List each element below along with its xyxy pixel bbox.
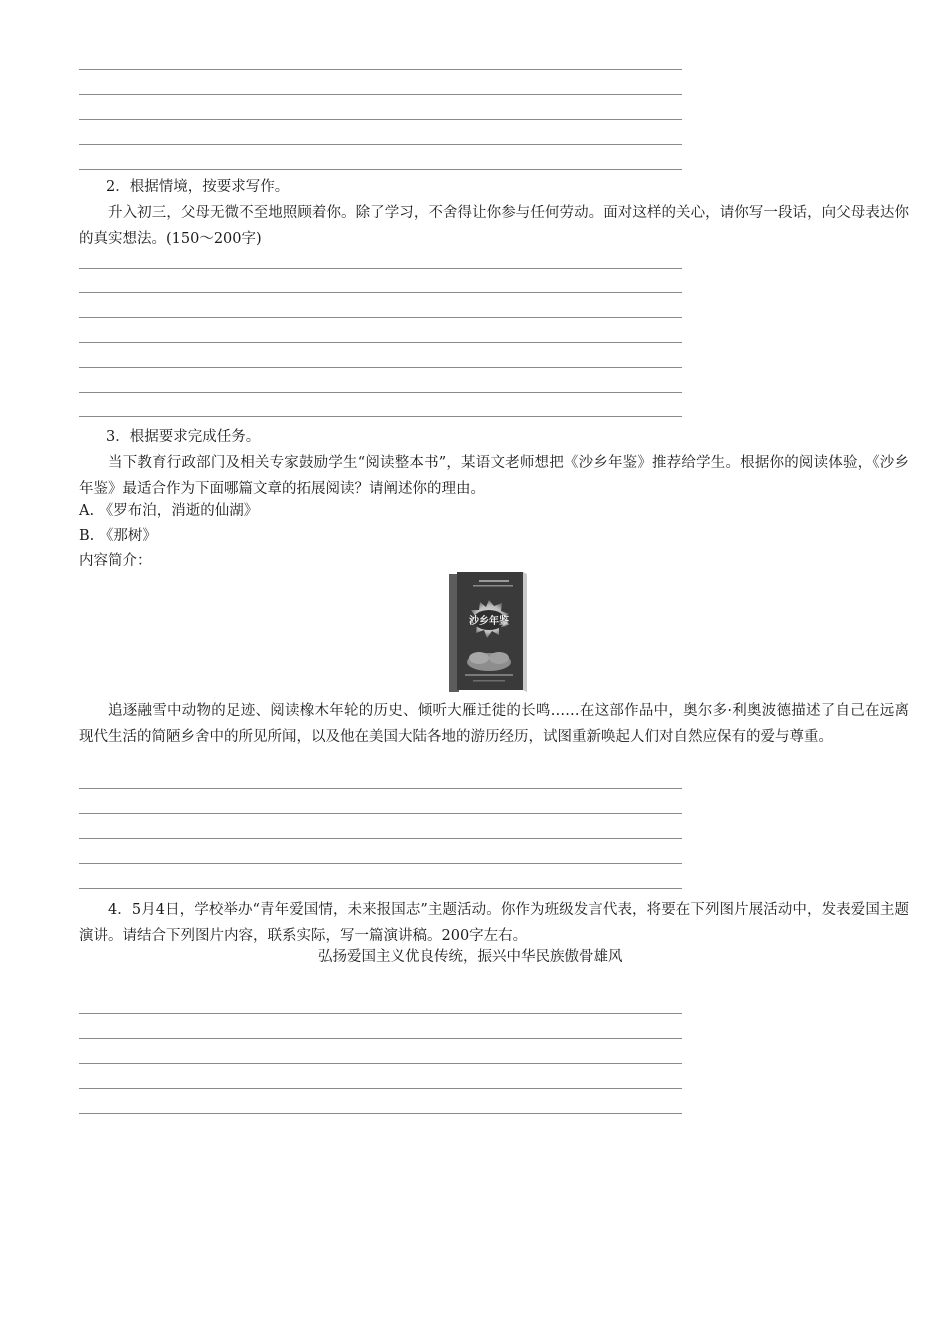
question-2-body: 升入初三，父母无微不至地照顾着你。除了学习，不舍得让你参与任何劳动。面对这样的关心，请你写一段话，向父母表达你的真实想法。(150～200字) xyxy=(79,205,909,247)
answer-line[interactable] xyxy=(79,144,682,145)
answer-line[interactable] xyxy=(79,317,682,318)
question-2-title: 2．根据情境，按要求写作。 xyxy=(106,179,290,195)
answer-line[interactable] xyxy=(79,1013,682,1014)
answer-line[interactable] xyxy=(79,292,682,293)
answer-line[interactable] xyxy=(79,838,682,839)
book-intro: 追逐融雪中动物的足迹、阅读橡木年轮的历史、倾听大雁迁徙的长鸣……在这部作品中，奥尔多·利奥波德描述了自己在远离现代生活的简陋乡舍中的所见所闻，以及他在美国大陆各地的游历经历，试图重新唤起人们对自然应保有的爱与尊重。 xyxy=(79,703,909,745)
answer-line[interactable] xyxy=(79,94,682,95)
answer-line[interactable] xyxy=(79,1063,682,1064)
answer-line[interactable] xyxy=(79,813,682,814)
answer-line[interactable] xyxy=(79,69,682,70)
answer-line[interactable] xyxy=(79,863,682,864)
answer-line[interactable] xyxy=(79,392,682,393)
answer-line[interactable] xyxy=(79,888,682,889)
answer-line[interactable] xyxy=(79,1038,682,1039)
answer-line[interactable] xyxy=(79,788,682,789)
answer-line[interactable] xyxy=(79,119,682,120)
question-3-body: 当下教育行政部门及相关专家鼓励学生“阅读整本书”，某语文老师想把《沙乡年鉴》推荐给学生。根据你的阅读体验，《沙乡年鉴》最适合作为下面哪篇文章的拓展阅读？请阐述你的理由。 xyxy=(79,455,909,497)
book-cover-title: 沙乡年鉴 xyxy=(469,616,509,627)
book-cover-image xyxy=(449,570,529,694)
question-4-body: 4．5月4日，学校举办“青年爱国情，未来报国志”主题活动。你作为班级发言代表，将要在下列图片展活动中，发表爱国主题演讲。请结合下列图片内容，联系实际，写一篇演讲稿。200字左右。 xyxy=(79,902,909,944)
answer-line[interactable] xyxy=(79,1113,682,1114)
answer-line[interactable] xyxy=(79,367,682,368)
answer-line[interactable] xyxy=(79,416,682,417)
option-a: A. 《罗布泊，消逝的仙湖》 xyxy=(79,503,259,519)
answer-line[interactable] xyxy=(79,342,682,343)
answer-line[interactable] xyxy=(79,169,682,170)
intro-label: 内容简介： xyxy=(79,553,152,569)
option-b: B. 《那树》 xyxy=(79,528,157,544)
answer-line[interactable] xyxy=(79,268,682,269)
answer-line[interactable] xyxy=(79,1088,682,1089)
question-3-title: 3．根据要求完成任务。 xyxy=(106,429,261,445)
slogan: 弘扬爱国主义优良传统，振兴中华民族傲骨雄风 xyxy=(318,949,623,965)
